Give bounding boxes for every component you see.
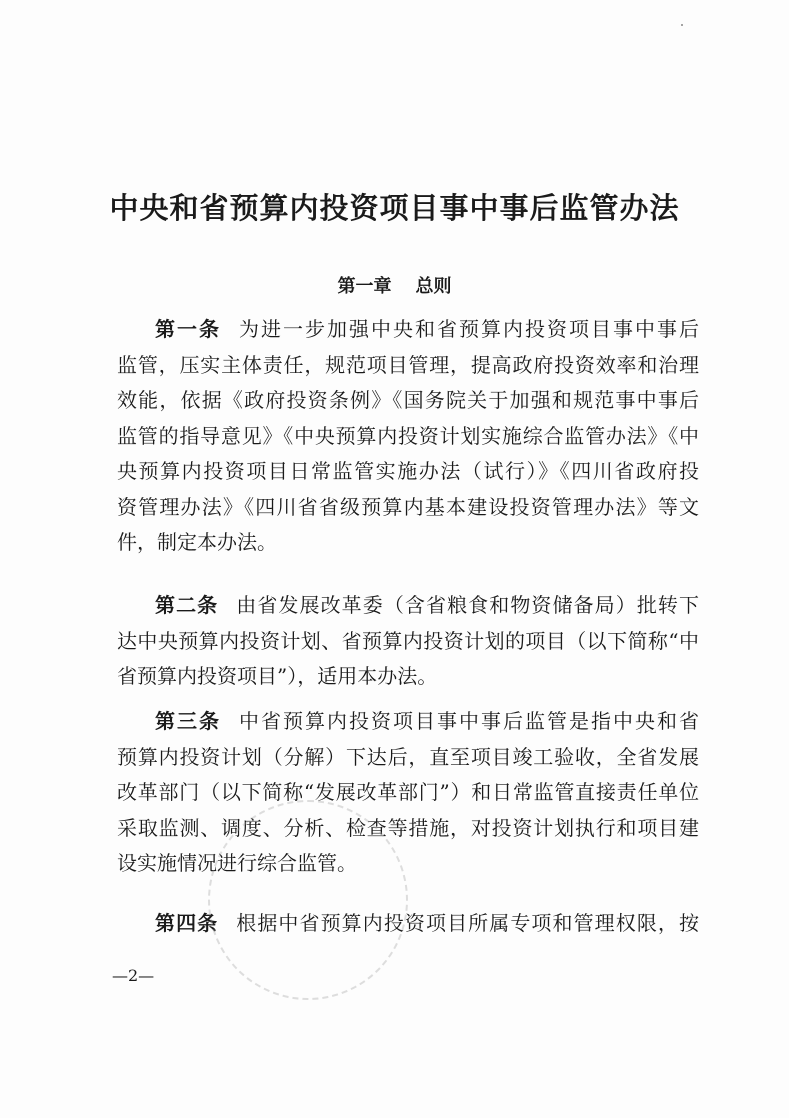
article-label: 第一条: [155, 317, 221, 341]
article-line: 省预算内投资项目”），适用本办法。: [117, 664, 438, 688]
article-line: 第三条 中省预算内投资项目事中事后监管是指中央和省: [155, 709, 699, 733]
article-line: 第一条 为进一步加强中央和省预算内投资项目事中事后: [155, 317, 699, 341]
chapter-heading: [0, 272, 789, 298]
document-title: 中央和省预算内投资项目事中事后监管办法: [109, 191, 680, 225]
chapter-number: 第一章: [337, 276, 392, 297]
article-line: 采取监测、调度、分析、检查等措施，对投资计划执行和项目建: [117, 815, 699, 840]
article-line: 改革部门（以下简称“发展改革部门”）和日常监管直接责任单位: [117, 780, 699, 804]
article-line: 件，制定本办法。: [117, 530, 277, 554]
article-1: [117, 312, 699, 561]
faded-seal-stamp: [208, 800, 408, 1000]
article-line: 监管，压实主体责任，规范项目管理，提高政府投资效率和治理: [117, 352, 699, 377]
article-line: 监管的指导意见》《中央预算内投资计划实施综合监管办法》《中: [117, 423, 699, 448]
scan-speck: [681, 24, 683, 26]
article-line: 央预算内投资项目日常监管实施办法（试行）》《四川省政府投: [117, 459, 699, 483]
article-line: 第二条 由省发展改革委（含省粮食和物资储备局）批转下: [155, 593, 699, 617]
article-label: 第二条: [155, 593, 219, 617]
article-line: 第四条 根据中省预算内投资项目所属专项和管理权限，按: [155, 911, 699, 935]
article-line: 设实施情况进行综合监管。: [117, 851, 357, 875]
article-line: 达中央预算内投资计划、省预算内投资计划的项目（以下简称“中: [117, 628, 699, 653]
article-2: [117, 588, 699, 695]
article-3: [117, 704, 699, 882]
article-line: 效能，依据《政府投资条例》《国务院关于加强和规范事中事后: [117, 388, 699, 412]
article-line: 预算内投资计划（分解）下达后，直至项目竣工验收，全省发展: [117, 744, 699, 769]
article-label: 第三条: [155, 709, 221, 733]
page-number: —2—: [112, 966, 155, 985]
article-4: [117, 906, 699, 942]
chapter-name: 总则: [415, 276, 452, 297]
article-line: 资管理办法》《四川省省级预算内基本建设投资管理办法》等文: [117, 494, 699, 519]
article-label: 第四条: [155, 911, 219, 935]
